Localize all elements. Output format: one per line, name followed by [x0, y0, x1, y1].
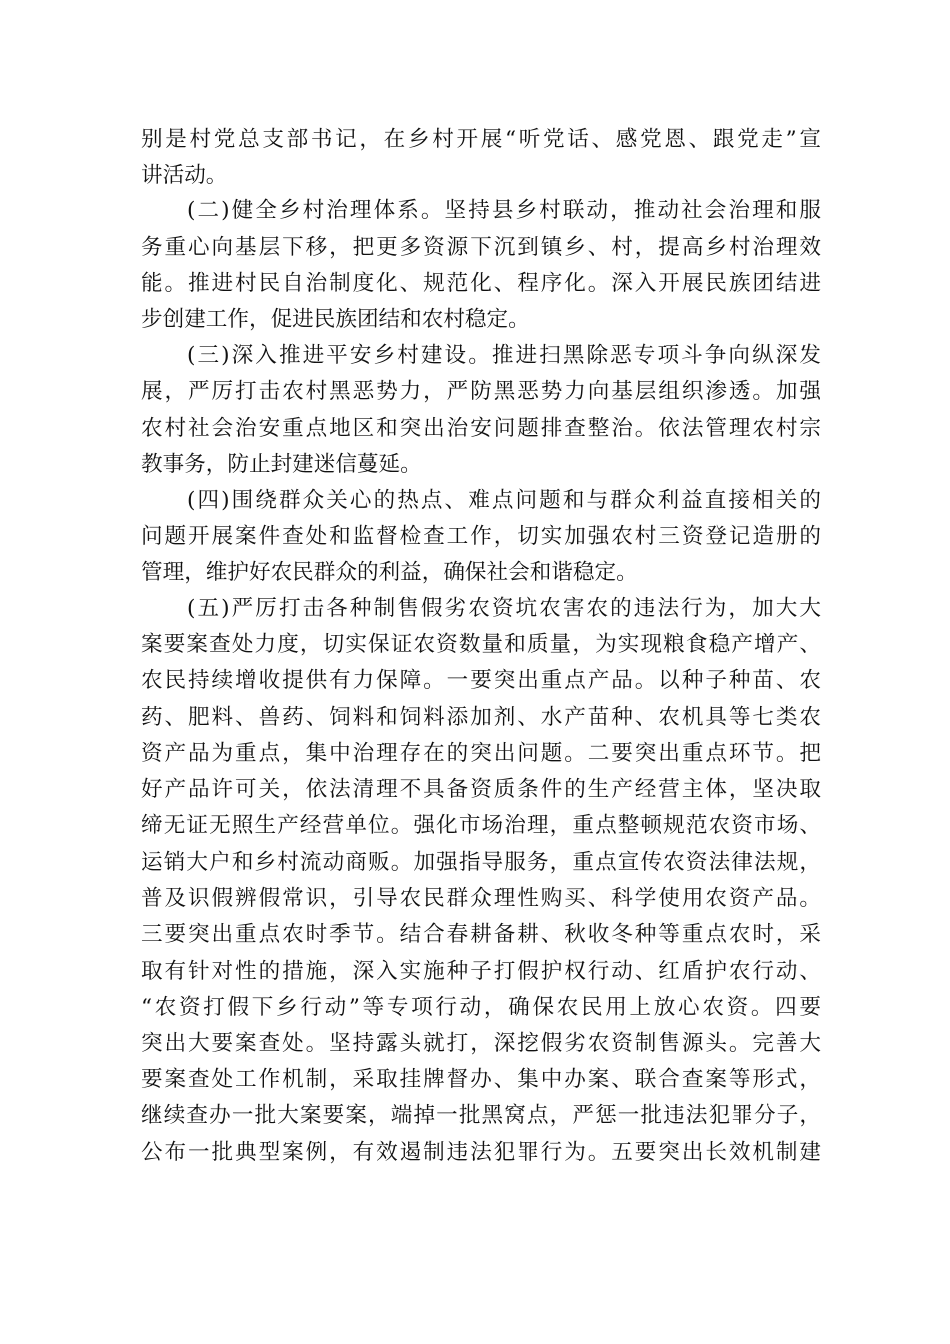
text-line: 三要突出重点农时季节。结合春耕备耕、秋收冬种等重点农时，采 — [141, 922, 821, 947]
text-line: 案要案查处力度，切实保证农资数量和质量，为实现粮食稳产增产、 — [141, 632, 821, 657]
text-line: 要案查处工作机制，采取挂牌督办、集中办案、联合查案等形式， — [141, 1067, 821, 1092]
text-line: 能。推进村民自治制度化、规范化、程序化。深入开展民族团结进 — [141, 271, 821, 296]
text-line: 缔无证无照生产经营单位。强化市场治理，重点整顿规范农资市场、 — [141, 813, 821, 838]
text-line: 继续查办一批大案要案，端掉一批黑窝点，严惩一批违法犯罪分子， — [141, 1103, 821, 1128]
text-line: 取有针对性的措施，深入实施种子打假护权行动、红盾护农行动、 — [141, 959, 821, 984]
paragraph-2-start: (二)健全乡村治理体系。坚持县乡村联动，推动社会治理和服 — [187, 198, 821, 223]
paragraph-4-start: (四)围绕群众关心的热点、难点问题和与群众利益直接相关的 — [187, 488, 821, 513]
text-line: 农村社会治安重点地区和突出治安问题排查整治。依法管理农村宗 — [141, 416, 821, 441]
paragraph-3-start: (三)深入推进平安乡村建设。推进扫黑除恶专项斗争向纵深发 — [187, 343, 821, 368]
text-line: 管理，维护好农民群众的利益，确保社会和谐稳定。 — [141, 560, 638, 585]
text-line: 运销大户和乡村流动商贩。加强指导服务，重点宣传农资法律法规， — [141, 850, 821, 875]
text-line: 好产品许可关，依法清理不具备资质条件的生产经营主体，坚决取 — [141, 777, 821, 802]
text-line: 讲活动。 — [141, 163, 228, 188]
text-line: 别是村党总支部书记，在乡村开展“听党话、感党恩、跟党走”宣 — [141, 127, 821, 152]
text-line: 问题开展案件查处和监督检查工作，切实加强农村三资登记造册的 — [141, 524, 821, 549]
text-line: 展，严厉打击农村黑恶势力，严防黑恶势力向基层组织渗透。加强 — [141, 379, 821, 404]
text-line: “农资打假下乡行动”等专项行动，确保农民用上放心农资。四要 — [141, 995, 821, 1020]
text-line: 药、肥料、兽药、饲料和饲料添加剂、水产苗种、农机具等七类农 — [141, 705, 821, 730]
text-line: 务重心向基层下移，把更多资源下沉到镇乡、村，提高乡村治理效 — [141, 235, 821, 260]
text-line: 普及识假辨假常识，引导农民群众理性购买、科学使用农资产品。 — [141, 886, 821, 911]
text-line: 教事务，防止封建迷信蔓延。 — [141, 452, 422, 477]
text-line: 步创建工作，促进民族团结和农村稳定。 — [141, 307, 530, 332]
text-line: 突出大要案查处。坚持露头就打，深挖假劣农资制售源头。完善大 — [141, 1031, 821, 1056]
text-line: 公布一批典型案例，有效遏制违法犯罪行为。五要突出长效机制建 — [141, 1140, 821, 1165]
text-line: 农民持续增收提供有力保障。一要突出重点产品。以种子种苗、农 — [141, 668, 821, 693]
text-line: 资产品为重点，集中治理存在的突出问题。二要突出重点环节。把 — [141, 741, 821, 766]
paragraph-5-start: (五)严厉打击各种制售假劣农资坑农害农的违法行为，加大大 — [187, 596, 821, 621]
